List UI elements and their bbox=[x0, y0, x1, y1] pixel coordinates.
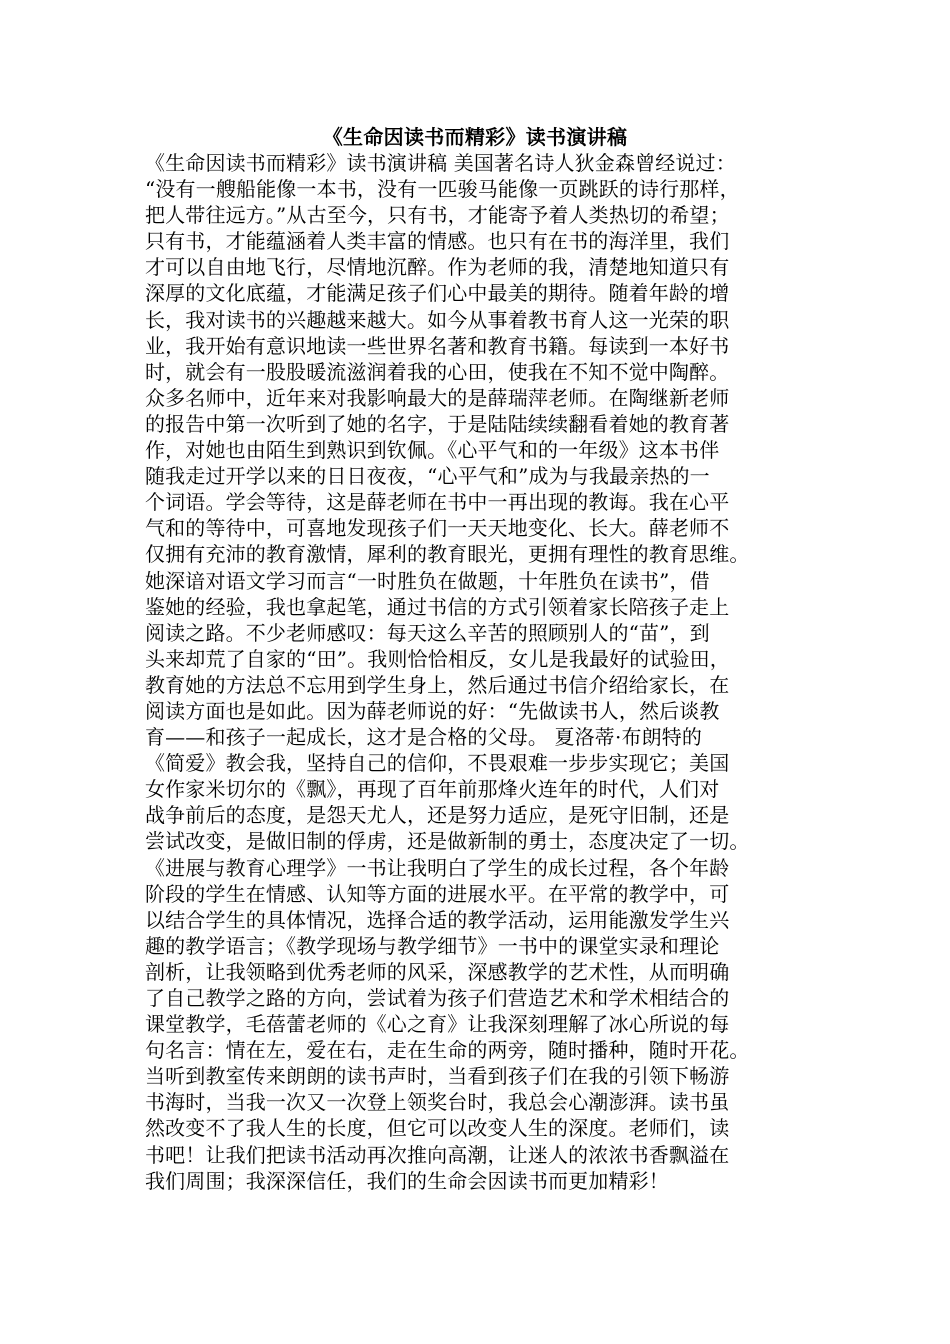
body-line: 然改变不了我人生的长度，但它可以改变人生的深度。老师们，读 bbox=[145, 1116, 730, 1141]
body-line: 只有书，才能蕴涵着人类丰富的情感。也只有在书的海洋里，我们 bbox=[145, 229, 730, 254]
body-line: 头来却荒了自家的“田”。我则恰恰相反，女儿是我最好的试验田， bbox=[145, 646, 730, 671]
body-line: 众多名师中，近年来对我影响最大的是薛瑞萍老师。在陶继新老师 bbox=[145, 385, 730, 410]
body-line: 句名言：情在左，爱在右，走在生命的两旁，随时播种，随时开花。 bbox=[145, 1038, 750, 1063]
document-title: 《生命因读书而精彩》读书演讲稿 bbox=[322, 125, 628, 149]
body-line: 女作家米切尔的《飘》，再现了百年前那烽火连年的时代，人们对 bbox=[145, 777, 720, 802]
body-line: 阅读之路。不少老师感叹：每天这么辛苦的照顾别人的“苗”，到 bbox=[145, 620, 710, 645]
body-line: 鉴她的经验，我也拿起笔，通过书信的方式引领着家长陪孩子走上 bbox=[145, 594, 730, 619]
body-line: 教育她的方法总不忘用到学生身上，然后通过书信介绍给家长，在 bbox=[145, 672, 730, 697]
body-line: 课堂教学，毛蓓蕾老师的《心之育》让我深刻理解了冰心所说的每 bbox=[145, 1012, 730, 1037]
body-line: 趣的教学语言；《教学现场与教学细节》一书中的课堂实录和理论 bbox=[145, 933, 720, 958]
document-page bbox=[145, 124, 805, 1194]
body-line: 战争前后的态度，是怨天尤人，还是努力适应，是死守旧制，还是 bbox=[145, 803, 730, 828]
body-line: 《进展与教育心理学》一书让我明白了学生的成长过程，各个年龄 bbox=[145, 855, 730, 880]
body-line: 我们周围；我深深信任，我们的生命会因读书而更加精彩！ bbox=[145, 1168, 669, 1193]
body-line: 仅拥有充沛的教育激情，犀利的教育眼光，更拥有理性的教育思维。 bbox=[145, 542, 750, 567]
body-line: 尝试改变，是做旧制的俘虏，还是做新制的勇士，态度决定了一切。 bbox=[145, 829, 750, 854]
body-line: 书海时，当我一次又一次登上领奖台时，我总会心潮澎湃。读书虽 bbox=[145, 1090, 730, 1115]
body-line: 的报告中第一次听到了她的名字，于是陆陆续续翻看着她的教育著 bbox=[145, 411, 730, 436]
body-line: 她深谙对语文学习而言“一时胜负在做题，十年胜负在读书”，借 bbox=[145, 568, 710, 593]
body-line: 《简爱》教会我，坚持自己的信仰，不畏艰难一步步实现它；美国 bbox=[145, 751, 730, 776]
body-line: 育——和孩子一起成长，这才是合格的父母。 夏洛蒂·布朗特的 bbox=[145, 725, 703, 750]
body-line: 阶段的学生在情感、认知等方面的进展水平。在平常的教学中，可 bbox=[145, 881, 730, 906]
body-line: 才可以自由地飞行，尽情地沉醉。作为老师的我，清楚地知道只有 bbox=[145, 255, 730, 280]
body-line: 当听到教室传来朗朗的读书声时，当看到孩子们在我的引领下畅游 bbox=[145, 1064, 730, 1089]
body-line: 把人带往远方。”从古至今，只有书，才能寄予着人类热切的希望； bbox=[145, 203, 730, 228]
body-line: 阅读方面也是如此。因为薛老师说的好：“先做读书人，然后谈教 bbox=[145, 698, 720, 723]
body-line: 以结合学生的具体情况，选择合适的教学活动，运用能激发学生兴 bbox=[145, 907, 730, 932]
document-body bbox=[145, 150, 805, 1194]
body-line: 深厚的文化底蕴，才能满足孩子们心中最美的期待。随着年龄的增 bbox=[145, 281, 730, 306]
body-line: 气和的等待中，可喜地发现孩子们一天天地变化、长大。薛老师不 bbox=[145, 516, 730, 541]
body-line: 业，我开始有意识地读一些世界名著和教育书籍。每读到一本好书 bbox=[145, 333, 730, 358]
body-line: 《生命因读书而精彩》读书演讲稿 美国著名诗人狄金森曾经说过： bbox=[145, 151, 736, 175]
body-line: 作，对她也由陌生到熟识到钦佩。《心平气和的一年级》这本书伴 bbox=[145, 438, 720, 463]
body-line: 长，我对读书的兴趣越来越大。如今从事着教书育人这一光荣的职 bbox=[145, 307, 730, 332]
body-line: “没有一艘船能像一本书，没有一匹骏马能像一页跳跃的诗行那样， bbox=[145, 177, 740, 202]
body-line: 时，就会有一股股暖流滋润着我的心田，使我在不知不觉中陶醉。 bbox=[145, 359, 730, 384]
body-line: 剖析，让我领略到优秀老师的风采，深感教学的艺术性，从而明确 bbox=[145, 959, 730, 984]
body-line: 随我走过开学以来的日日夜夜，“心平气和”成为与我最亲热的一 bbox=[145, 464, 710, 489]
body-line: 了自己教学之路的方向，尝试着为孩子们营造艺术和学术相结合的 bbox=[145, 986, 730, 1010]
body-line: 书吧！让我们把读书活动再次推向高潮，让迷人的浓浓书香飘溢在 bbox=[145, 1142, 730, 1167]
body-line: 个词语。学会等待，这是薛老师在书中一再出现的教诲。我在心平 bbox=[145, 490, 730, 515]
